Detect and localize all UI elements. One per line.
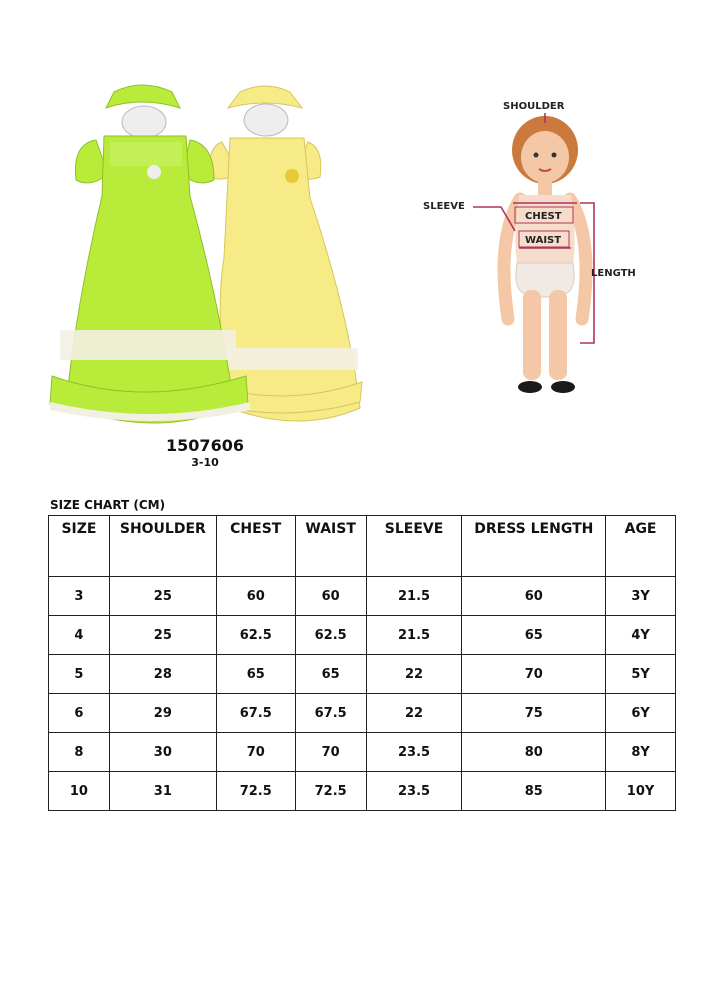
table-cell: 10Y [606,772,676,811]
table-cell: 62.5 [295,616,366,655]
table-cell: 8Y [606,733,676,772]
table-cell: 85 [462,772,606,811]
table-cell: 72.5 [295,772,366,811]
table-cell: 67.5 [216,694,295,733]
column-header: CHEST [216,516,295,577]
table-cell: 6Y [606,694,676,733]
table-cell: 72.5 [216,772,295,811]
table-cell: 60 [295,577,366,616]
table-row [49,655,676,694]
column-header: SIZE [49,516,110,577]
table-cell: 21.5 [366,577,462,616]
column-header: AGE [606,516,676,577]
table-cell: 70 [462,655,606,694]
length-label: LENGTH [591,268,636,279]
table-cell: 70 [216,733,295,772]
table-cell: 10 [49,772,110,811]
table-cell: 4Y [606,616,676,655]
table-cell: 70 [295,733,366,772]
column-header: DRESS LENGTH [462,516,606,577]
table-cell: 4 [49,616,110,655]
table-cell: 65 [216,655,295,694]
table-cell: 23.5 [366,733,462,772]
table-cell: 65 [462,616,606,655]
table-cell: 28 [109,655,216,694]
table-cell: 3Y [606,577,676,616]
table-cell: 22 [366,655,462,694]
column-header: SHOULDER [109,516,216,577]
table-cell: 8 [49,733,110,772]
column-header: WAIST [295,516,366,577]
table-row [49,694,676,733]
table-row [49,577,676,616]
table-cell: 30 [109,733,216,772]
table-row [49,616,676,655]
table-cell: 60 [462,577,606,616]
shoulder-label: SHOULDER [503,101,565,112]
size-chart-table [48,515,676,811]
table-cell: 80 [462,733,606,772]
table-cell: 5Y [606,655,676,694]
table-header-row [49,516,676,577]
table-cell: 6 [49,694,110,733]
table-cell: 65 [295,655,366,694]
child-figure [415,95,665,405]
product-code: 1507606 [166,436,244,455]
size-chart-title: SIZE CHART (CM) [50,498,166,512]
green-dress [50,85,250,423]
table-row [49,772,676,811]
table-cell: 62.5 [216,616,295,655]
chest-label: CHEST [525,211,562,222]
table-cell: 60 [216,577,295,616]
table-cell: 3 [49,577,110,616]
sleeve-label: SLEEVE [423,201,465,212]
table-cell: 25 [109,577,216,616]
table-cell: 22 [366,694,462,733]
dress-photo [40,80,370,440]
table-cell: 5 [49,655,110,694]
table-cell: 25 [109,616,216,655]
table-cell: 21.5 [366,616,462,655]
table-row [49,733,676,772]
table-cell: 29 [109,694,216,733]
measurement-diagram [415,95,665,405]
table-cell: 75 [462,694,606,733]
table-cell: 67.5 [295,694,366,733]
table-cell: 31 [109,772,216,811]
product-size-range: 3-10 [191,456,219,469]
column-header: SLEEVE [366,516,462,577]
table-cell: 23.5 [366,772,462,811]
waist-label: WAIST [525,235,562,246]
